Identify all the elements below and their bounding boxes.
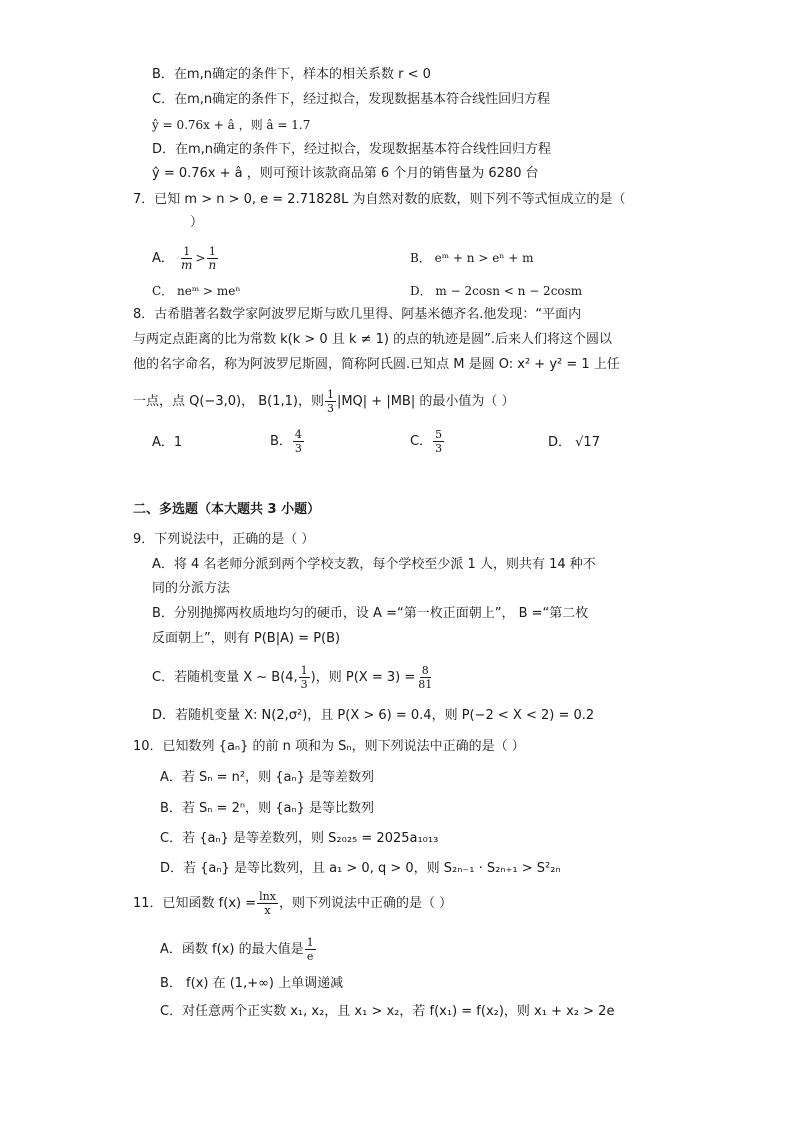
q9-option-c (152, 660, 435, 696)
q8-option-b-label: B． (270, 434, 292, 449)
q8-option-c-label: C． (410, 434, 433, 449)
frac-numerator: 4 (294, 428, 302, 441)
q8-line4 (133, 384, 514, 420)
q8-line4-post: |MQ| + |MB| 的最小值为（ ） (336, 394, 515, 409)
q11-option-b: B． f(x) 在 (1,+∞) 上单调递减 (160, 976, 344, 991)
q6-option-c-line2: ŷ = 0.76x + â ，则 â = 1.7 (152, 118, 311, 132)
q9-c-result-fraction (416, 664, 434, 691)
q10-stem: 10．已知数列 {aₙ} 的前 n 项和为 Sₙ，则下列说法中正确的是（ ） (133, 739, 525, 754)
q7-option-a-label: A． (152, 251, 174, 266)
q10-option-b: B．若 Sₙ = 2ⁿ，则 {aₙ} 是等比数列 (160, 801, 375, 816)
q11-function-fraction (257, 890, 278, 917)
q7-a-gt: > (195, 251, 206, 265)
q7-a-fraction-2 (207, 245, 219, 272)
q9-option-b-line2: 反面朝上”，则有 P(B|A) = P(B) (152, 631, 341, 646)
q11-option-c: C．对任意两个正实数 x₁, x₂，且 x₁ > x₂，若 f(x₁) = f(x₂)，则 x₁ + x₂ > 2e (160, 1004, 615, 1019)
q8-line3: 他的名字命名，称为阿波罗尼斯圆，简称阿氏圆.已知点 M 是圆 O: x² + y² = 1 上任 (133, 357, 620, 372)
q7-option-c: C． neᵐ > meⁿ (152, 284, 241, 298)
q8-option-c (410, 424, 445, 460)
q8-line2: 与两定点距离的比为常数 k(k > 0 且 k ≠ 1) 的点的轨迹是圆”.后来人们将这个圆以 (133, 332, 612, 347)
frac-numerator: 1 (326, 388, 334, 401)
frac-denominator: 3 (435, 442, 443, 455)
frac-numerator: 5 (435, 428, 443, 441)
q8-line4-pre: 一点，点 Q(−3,0)， B(1,1)，则 (133, 394, 324, 409)
q10-option-a: A．若 Sₙ = n²，则 {aₙ} 是等差数列 (160, 770, 375, 785)
frac-numerator: lnx (259, 890, 276, 903)
q9-c-fraction (299, 664, 310, 691)
frac-numerator: 1 (300, 664, 308, 677)
frac-denominator: m (181, 258, 193, 272)
q6-option-b: B．在m,n确定的条件下，样本的相关系数 r < 0 (152, 67, 431, 82)
q10-option-c: C．若 {aₙ} 是等差数列，则 S₂₀₂₅ = 2025a₁₀₁₃ (160, 831, 439, 846)
q11-a-fraction (305, 936, 316, 963)
q11-a-pre: A．函数 f(x) 的最大值是 (160, 942, 304, 957)
frac-denominator: 3 (326, 402, 334, 415)
q7-option-b: B． eᵐ + n > eⁿ + m (410, 251, 534, 265)
frac-numerator: 1 (306, 936, 314, 949)
q9-option-d: D．若随机变量 X: N(2,σ²)，且 P(X > 6) = 0.4，则 P(−2 < X < 2) = 0.2 (152, 708, 595, 723)
q9-stem: 9．下列说法中，正确的是（ ） (133, 532, 315, 547)
q8-b-fraction (293, 428, 304, 455)
q11-stem-post: ，则下列说法中正确的是（ ） (278, 896, 453, 911)
q9-c-pre: C．若随机变量 X ~ B(4, (152, 670, 298, 685)
q10-option-d: D．若 {aₙ} 是等比数列，且 a₁ > 0, q > 0，则 S₂ₙ₋₁ · S₂ₙ₊₁ > S²₂ₙ (160, 861, 561, 876)
frac-numerator: 8 (421, 664, 429, 677)
frac-denominator: 81 (418, 678, 433, 691)
frac-denominator: e (306, 950, 314, 963)
q11-stem (133, 886, 452, 922)
q7-a-fraction-1 (179, 245, 194, 272)
q8-c-fraction (433, 428, 444, 455)
frac-denominator: 3 (294, 442, 302, 455)
q11-stem-pre: 11．已知函数 f(x) = (133, 896, 257, 911)
q8-line4-fraction (325, 388, 336, 415)
frac-numerator: 1 (183, 245, 191, 258)
frac-denominator: 3 (300, 678, 308, 691)
q8-option-d: D． √17 (548, 435, 600, 450)
q6-option-d-line1: D．在m,n确定的条件下，经过拟合，发现数据基本符合线性回归方程 (152, 142, 552, 157)
frac-numerator: 1 (208, 245, 216, 258)
q7-option-a (152, 240, 219, 277)
q6-option-d-line2: ŷ = 0.76x + â ，则可预计该款商品第 6 个月的销售量为 6280 台 (152, 166, 539, 181)
q8-line1: 8．古希腊著名数学家阿波罗尼斯与欧几里得、阿基米德齐名.他发现：“平面内 (133, 307, 582, 322)
q7-stem: 7．已知 m > n > 0, e = 2.71828L 为自然对数的底数，则下列不等式恒成立的是（ (133, 192, 626, 207)
q7-paren-close: ） (190, 215, 204, 230)
q6-option-c-line1: C．在m,n确定的条件下，经过拟合，发现数据基本符合线性回归方程 (152, 92, 551, 107)
q11-option-a (160, 932, 317, 968)
q8-option-b (270, 424, 305, 460)
q9-c-mid: )，则 P(X = 3) = (310, 670, 416, 685)
section-heading: 二、多选题（本大题共 3 小题） (133, 502, 321, 517)
frac-denominator: n (208, 258, 217, 272)
q7-option-d: D． m − 2cosn < n − 2cosm (410, 284, 583, 298)
q9-option-b-line1: B．分别抛掷两枚质地均匀的硬币，设 A =“第一枚正面朝上”， B =“第二枚 (152, 606, 589, 621)
frac-denominator: x (264, 904, 271, 917)
q9-option-a-line1: A．将 4 名老师分派到两个学校支教，每个学校至少派 1 人，则共有 14 种不 (152, 557, 596, 572)
q8-option-a: A．1 (152, 435, 183, 450)
q9-option-a-line2: 同的分派方法 (152, 581, 231, 596)
